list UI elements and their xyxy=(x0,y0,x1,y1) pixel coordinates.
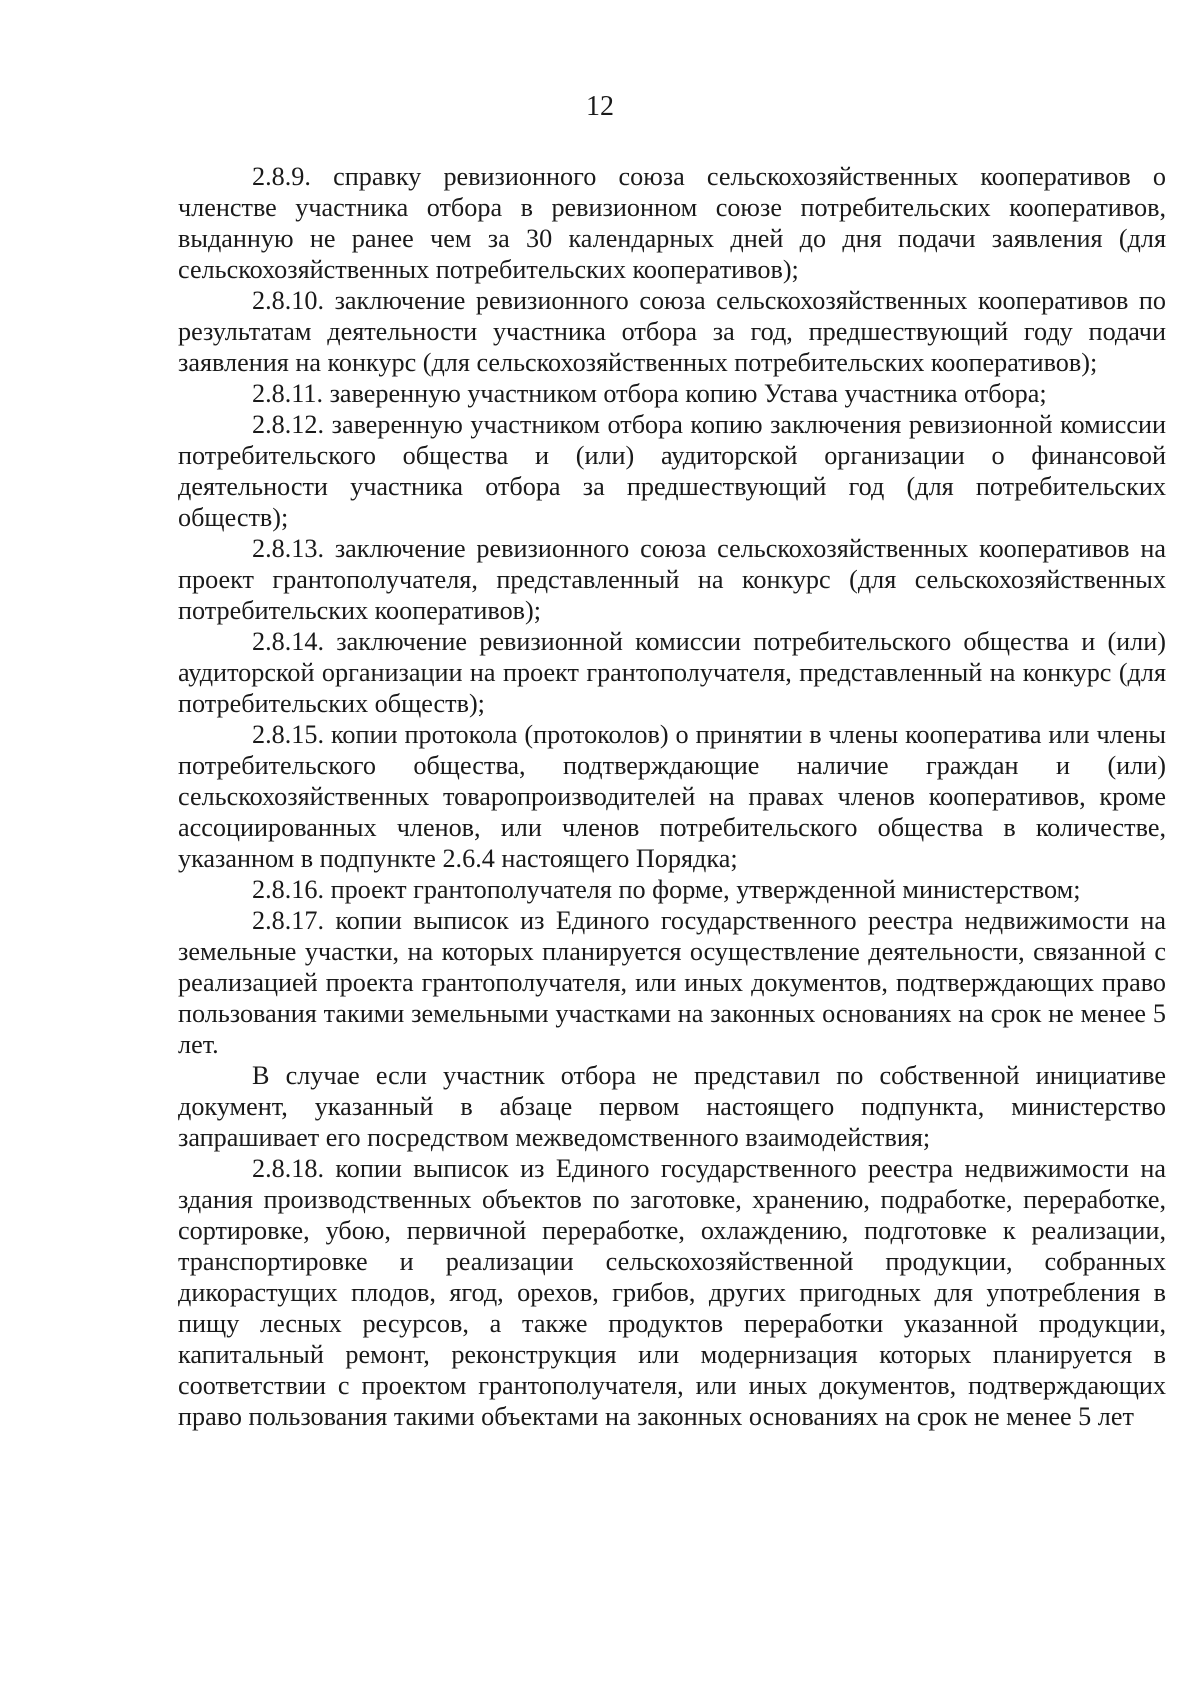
paragraph-2-8-10: 2.8.10. заключение ревизионного союза сельскохозяйственных кооперативов по результатам деятельности участника отбора за год, предшествующий году подачи заявления на конкурс (для сельскохозяйственных потребительских кооперативов); xyxy=(178,286,1166,377)
paragraph-2-8-18: 2.8.18. копии выписок из Единого государственного реестра недвижимости на здания производственных объектов по заготовке, хранению, подработке, переработке, сортировке, убою, первичной переработке, охлаждению, подготовке к реализации, транспортировке и реализации сельскохозяйственной продукции, собранных дикорастущих плодов, ягод, орехов, грибов, других пригодных для употребления в пищу лесных ресурсов, а также продуктов переработки указанной продукции, капитальный ремонт, реконструкция или модернизация которых планируется в соответствии с проектом грантополучателя, или иных документов, подтверждающих право пользования такими объектами на законных основаниях на срок не менее 5 лет xyxy=(178,1154,1166,1431)
paragraph-2-8-17: 2.8.17. копии выписок из Единого государственного реестра недвижимости на земельные участки, на которых планируется осуществление деятельности, связанной с реализацией проекта грантополучателя, или иных документов, подтверждающих право пользования такими земельными участками на законных основаниях на срок не менее 5 лет. xyxy=(178,906,1166,1059)
paragraph-2-8-14: 2.8.14. заключение ревизионной комиссии потребительского общества и (или) аудиторской организации на проект грантополучателя, представленный на конкурс (для потребительских обществ); xyxy=(178,627,1166,718)
paragraph-2-8-13: 2.8.13. заключение ревизионного союза сельскохозяйственных кооперативов на проект грантополучателя, представленный на конкурс (для сельскохозяйственных потребительских кооперативов); xyxy=(178,534,1166,625)
paragraph-2-8-9: 2.8.9. справку ревизионного союза сельскохозяйственных кооперативов о членстве участника отбора в ревизионном союзе потребительских кооперативов, выданную не ранее чем за 30 календарных дней до дня подачи заявления (для сельскохозяйственных потребительских кооперативов); xyxy=(178,162,1166,284)
paragraph-2-8-15: 2.8.15. копии протокола (протоколов) о принятии в члены кооператива или члены потребительского общества, подтверждающие наличие граждан и (или) сельскохозяйственных товаропроизводителей на правах членов кооперативов, кроме ассоциированных членов, или членов потребительского общества в количестве, указанном в подпункте 2.6.4 настоящего Порядка; xyxy=(178,720,1166,873)
page-number: 12 xyxy=(586,91,614,122)
paragraph-2-8-16: 2.8.16. проект грантополучателя по форме, утвержденной министерством; xyxy=(252,875,1081,904)
document-body xyxy=(178,161,1166,1432)
paragraph-2-8-12: 2.8.12. заверенную участником отбора копию заключения ревизионной комиссии потребительского общества и (или) аудиторской организации о финансовой деятельности участника отбора за предшествующий год (для потребительских обществ); xyxy=(178,410,1166,532)
paragraph-2-8-11: 2.8.11. заверенную участником отбора копию Устава участника отбора; xyxy=(252,379,1047,408)
paragraph-request-note: В случае если участник отбора не представил по собственной инициативе документ, указанный в абзаце первом настоящего подпункта, министерство запрашивает его посредством межведомственного взаимодействия; xyxy=(178,1061,1166,1152)
